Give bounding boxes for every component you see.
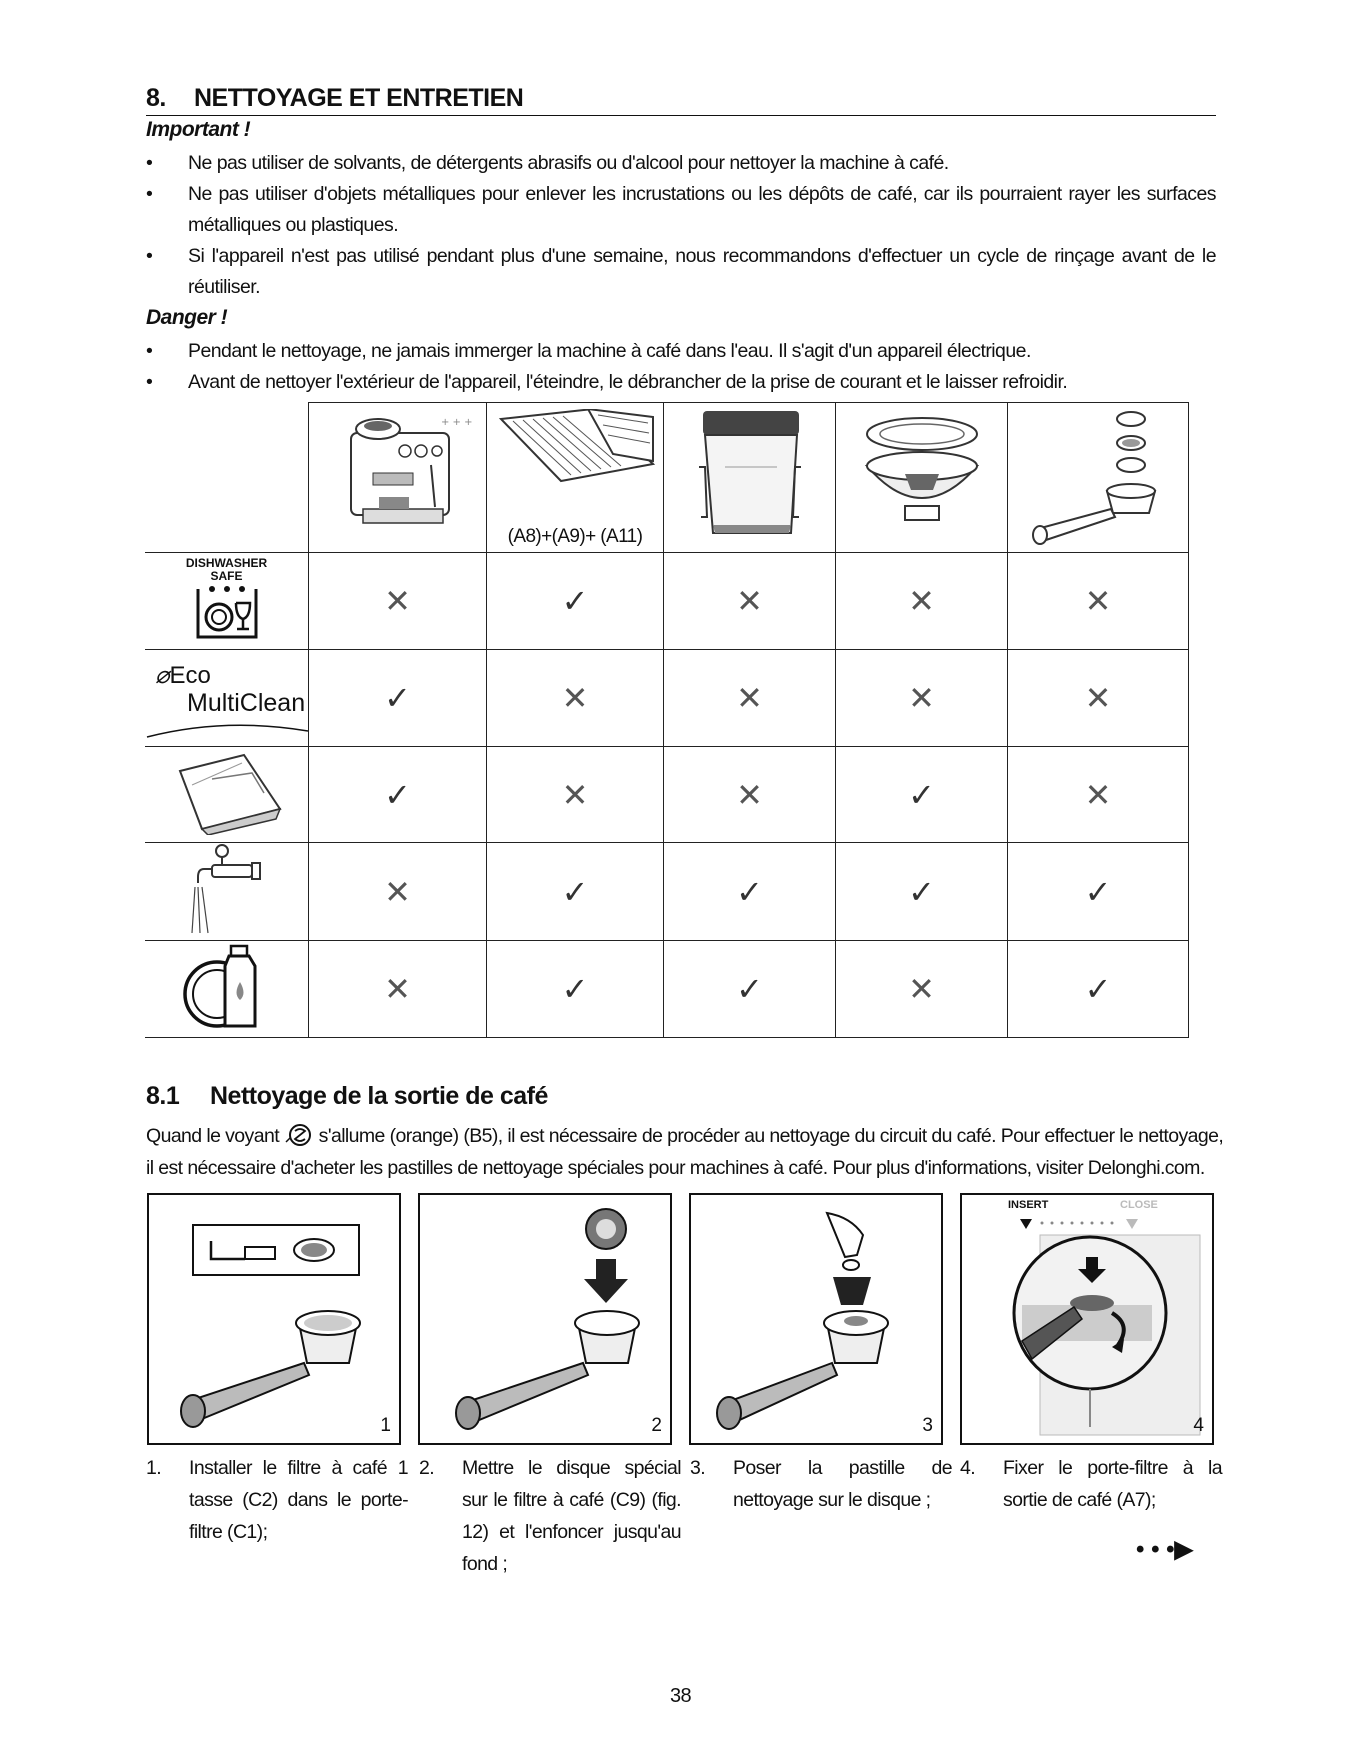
table-cell: ✕: [664, 650, 836, 747]
important-bullet: • Ne pas utiliser de solvants, de détergents abrasifs ou d'alcool pour nettoyer la machine à café.: [146, 152, 949, 174]
subsection-heading: 8.1 Nettoyage de la sortie de café: [146, 1082, 548, 1110]
table-cell: ✓: [309, 650, 487, 747]
table-cell: ✕: [309, 553, 487, 650]
table-cell: ✕: [1008, 650, 1189, 747]
table-cell: ✕: [1008, 553, 1189, 650]
row-header: [145, 747, 309, 843]
column-caption: (A8)+(A9)+ (A11): [507, 526, 643, 547]
table-cell: ✕: [836, 941, 1008, 1038]
table-cell: ✓: [1008, 941, 1189, 1038]
eco-multiclean-icon: ⌀Eco MultiClean: [145, 653, 308, 743]
danger-bullet: • Avant de nettoyer l'extérieur de l'appareil, l'éteindre, le débrancher de la prise de courant et le laisser refroidir.: [146, 371, 1068, 393]
section-title: NETTOYAGE ET ENTRETIEN: [194, 84, 524, 112]
next-page-arrow-icon: • • •▶: [1136, 1536, 1193, 1563]
close-label: CLOSE: [1120, 1199, 1158, 1211]
row-header: [145, 553, 309, 650]
column-header: [309, 403, 487, 553]
step-figure-1: [147, 1193, 401, 1445]
danger-bullet: • Pendant le nettoyage, ne jamais immerger la machine à café dans l'eau. Il s'agit d'un appareil électrique.: [146, 340, 1031, 362]
table-cell: ✕: [664, 553, 836, 650]
step-caption-4: 4. Fixer le porte-filtre à la sortie de café (A7);: [960, 1457, 1222, 1511]
row-header: [145, 650, 309, 747]
table-cell: ✓: [836, 843, 1008, 941]
row-header: [145, 941, 309, 1038]
step-caption-3: 3. Poser la pastille de nettoyage sur le disque ;: [690, 1457, 952, 1511]
table-cell: ✓: [1008, 843, 1189, 941]
row-header: [145, 843, 309, 941]
table-cell: ✕: [836, 553, 1008, 650]
section-heading: [146, 84, 1216, 116]
insert-cleaning-disc-illustration: [420, 1195, 670, 1443]
step-figure-4: [960, 1193, 1214, 1445]
page-number: 38: [669, 1685, 692, 1707]
table-cell: ✕: [487, 747, 664, 843]
table-cell: ✓: [309, 747, 487, 843]
cleaning-table: [145, 402, 1189, 1038]
table-cell: ✓: [487, 941, 664, 1038]
drip-tray-grids-icon: [493, 409, 658, 521]
danger-label: Danger !: [146, 306, 228, 329]
important-bullet: • Ne pas utiliser d'objets métalliques pour enlever les incrustations ou les dépôts de café, car ils pourraient rayer les surfaces métalliques ou plastiques.: [146, 183, 1216, 236]
column-header: [487, 403, 664, 553]
step-figure-2: [418, 1193, 672, 1445]
section-number: 8.: [146, 84, 166, 112]
table-cell: ✕: [309, 941, 487, 1038]
important-label: Important !: [146, 118, 251, 141]
svg-text:+ + +: + + +: [440, 417, 472, 428]
table-cell: ✕: [664, 747, 836, 843]
coffee-cleaning-indicator-icon: [284, 1122, 314, 1148]
place-cleaning-tablet-illustration: [691, 1195, 941, 1443]
water-tank-icon: [685, 407, 815, 543]
dish-detergent-icon: [177, 942, 277, 1032]
intro-paragraph-line1: Quand le voyant s'allume (orange) (B5), il est nécessaire de procéder au nettoyage du circuit du café. Pour effectuer le nettoyage,: [146, 1120, 1216, 1152]
column-header: [836, 403, 1008, 553]
portafilter-single-filter-illustration: [149, 1195, 399, 1443]
coffee-machine-icon: [323, 411, 473, 539]
insert-label: INSERT: [1008, 1199, 1049, 1211]
table-cell: ✓: [664, 843, 836, 941]
intro-paragraph-line2: il est nécessaire d'acheter les pastilles de nettoyage spéciales pour machines à café. Pour plus d'informations, visiter Delonghi.com.: [146, 1157, 1205, 1179]
table-cell: ✓: [664, 941, 836, 1038]
step-figure-3: [689, 1193, 943, 1445]
table-cell: ✓: [487, 553, 664, 650]
step-number: 4: [1193, 1415, 1204, 1436]
cloth-icon: [152, 749, 302, 835]
attach-portafilter-illustration: [962, 1195, 1212, 1443]
step-number: 2: [651, 1415, 662, 1436]
step-number: 3: [922, 1415, 933, 1436]
step-caption-1: 1. Installer le filtre à café 1 tasse (C2) dans le porte-filtre (C1);: [146, 1457, 408, 1543]
table-cell: ✓: [487, 843, 664, 941]
step-caption-2: 2. Mettre le disque spécial sur le filtre à café (C9) (fig. 12) et l'enfoncer jusqu'au fond ;: [419, 1457, 681, 1575]
step-number: 1: [380, 1415, 391, 1436]
table-cell: ✓: [836, 747, 1008, 843]
bean-container-icon: [857, 410, 987, 540]
table-cell: ✕: [1008, 747, 1189, 843]
table-cell: ✕: [836, 650, 1008, 747]
column-header: [664, 403, 836, 553]
important-bullet: • Si l'appareil n'est pas utilisé pendant plus d'une semaine, nous recommandons d'effectuer un cycle de rinçage avant de le réutiliser.: [146, 245, 1216, 298]
filters-portafilter-icon: [1023, 405, 1173, 545]
tap-water-icon: [182, 843, 272, 935]
column-header: [1008, 403, 1189, 553]
table-cell: ✕: [309, 843, 487, 941]
table-cell: ✕: [487, 650, 664, 747]
dishwasher-safe-icon: DISHWASHER SAFE: [186, 557, 267, 646]
